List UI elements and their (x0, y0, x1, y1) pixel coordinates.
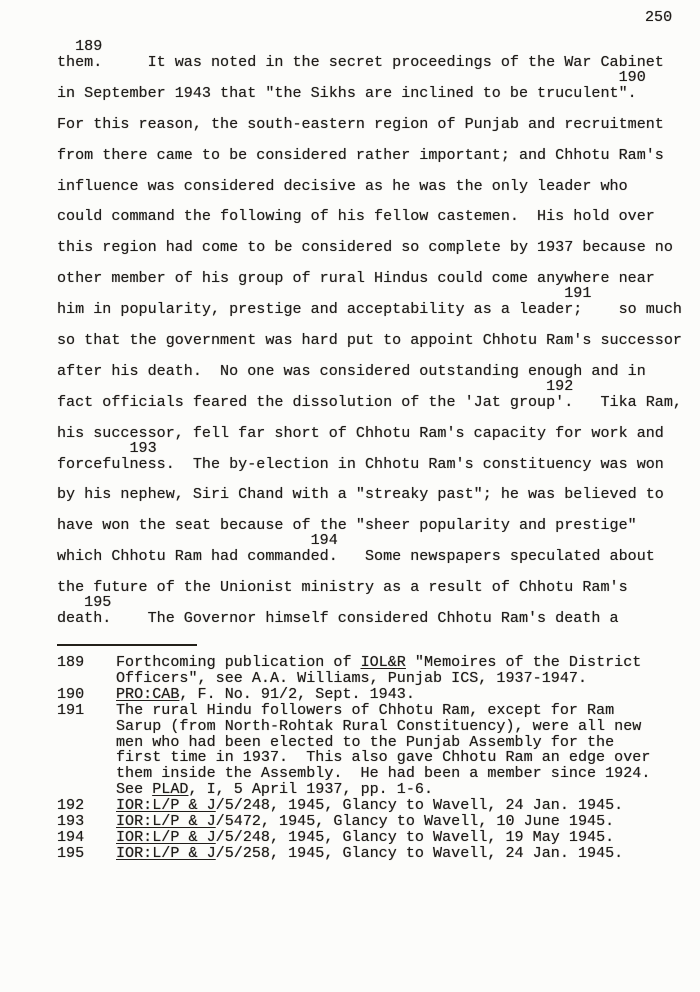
text-line (57, 140, 700, 171)
text-segment: /5/248, 1945, Glancy to Wavell, 19 May 1945. (215, 827, 615, 846)
text-line (57, 593, 700, 634)
footnote-reference: 191 (564, 284, 592, 303)
footnote-number: 193 (57, 812, 85, 831)
text-segment: death. The Governor himself considered Chhotu Ram's death a (57, 609, 619, 628)
text-segment: Officers", see A.A. Williams, Punjab ICS, 1937-1947. (116, 668, 588, 687)
underlined-citation: IOR:L/P & J (116, 827, 216, 846)
text-segment: For this reason, the south-eastern region of Punjab and recruitment (57, 114, 664, 133)
footnote-number: 191 (57, 700, 85, 719)
footnote-separator (57, 644, 197, 646)
text-segment: them inside the Assembly. He had been a member since 1924. (116, 764, 651, 783)
footnote (57, 655, 697, 687)
footnote-reference: 192 (546, 376, 574, 395)
text-segment: men who had been elected to the Punjab Assembly for the (116, 732, 615, 751)
text-segment: so that the government was hard put to appoint Chhotu Ram's successor (57, 331, 682, 350)
text-line (57, 356, 700, 387)
text-segment: "Memoires of the District (405, 653, 642, 671)
text-line (57, 171, 700, 202)
text-segment: forcefulness. The by-election in Chhotu Ram's constituency was won (57, 454, 664, 473)
footnote-number: 189 (57, 653, 85, 671)
text-line (57, 376, 700, 418)
text-segment: them. It was noted in the secret proceedings of the War Cabinet (57, 53, 664, 71)
text-segment: his successor, fell far short of Chhotu Ram's capacity for work and (57, 423, 664, 442)
text-segment: The rural Hindu followers of Chhotu Ram, except for Ram (116, 700, 615, 719)
underlined-citation: IOR:L/P & J (116, 812, 216, 831)
text-line (57, 325, 700, 356)
footnote-reference: 189 (75, 37, 103, 55)
text-line (57, 232, 700, 263)
text-segment: the future of the Unionist ministry as a result of Chhotu Ram's (57, 578, 628, 597)
text-segment: could command the following of his fellow castemen. His hold over (57, 207, 655, 226)
text-line (57, 438, 700, 480)
footnote-reference: 193 (129, 438, 157, 457)
footnote-number: 195 (57, 843, 85, 862)
text-segment: /5472, 1945, Glancy to Wavell, 10 June 1945. (215, 812, 615, 831)
text-line (57, 67, 700, 109)
text-segment: this region had come to be considered so complete by 1937 because no (57, 238, 673, 257)
footnote-reference: 195 (84, 593, 112, 612)
footnotes-section (57, 655, 697, 862)
text-segment: , I, 5 April 1937, pp. 1-6. (188, 780, 434, 799)
text-segment: /5/258, 1945, Glancy to Wavell, 24 Jan. 1945. (215, 843, 624, 862)
underlined-citation: IOR:L/P & J (116, 796, 216, 815)
footnote-number: 194 (57, 827, 85, 846)
text-segment: See (116, 780, 153, 799)
text-segment: other member of his group of rural Hindus could come anywhere near (57, 269, 655, 288)
footnote-line (116, 843, 697, 862)
footnote (57, 700, 697, 799)
text-segment: influence was considered decisive as he was the only leader who (57, 176, 628, 195)
text-segment: in September 1943 that "the Sikhs are inclined to be truculent". (57, 83, 637, 102)
footnote-text (116, 843, 697, 862)
underlined-citation: PRO:CAB (116, 684, 180, 703)
footnote-number: 192 (57, 796, 85, 815)
text-line (57, 263, 700, 294)
footnote-number: 190 (57, 684, 85, 703)
text-segment: Forthcoming publication of (116, 653, 361, 671)
text-line (57, 510, 700, 541)
text-line (57, 479, 700, 510)
text-segment: him in popularity, prestige and acceptability as a leader; so much (57, 300, 682, 319)
footnote-reference: 194 (310, 531, 338, 550)
text-segment: have won the seat because of the "sheer popularity and prestige" (57, 516, 637, 535)
underlined-citation: PLAD (152, 780, 189, 799)
page-number: 250 (645, 8, 673, 26)
text-segment: Sarup (from North-Rohtak Rural Constituency), were all new (116, 716, 642, 735)
text-segment: , F. No. 91/2, Sept. 1943. (179, 684, 415, 703)
footnote-reference: 190 (618, 67, 646, 86)
text-line (57, 201, 700, 232)
body-text (57, 37, 700, 634)
text-line (57, 109, 700, 140)
text-segment: after his death. No one was considered outstanding enough and in (57, 361, 646, 380)
footnote (57, 843, 697, 862)
underlined-citation: IOR:L/P & J (116, 843, 216, 862)
text-line (57, 531, 700, 572)
text-line (57, 284, 700, 325)
text-line (57, 572, 700, 603)
text-segment: from there came to be considered rather important; and Chhotu Ram's (57, 145, 664, 164)
text-segment: by his nephew, Siri Chand with a "streaky past"; he was believed to (57, 485, 664, 504)
text-segment: /5/248, 1945, Glancy to Wavell, 24 Jan. 1945. (215, 796, 624, 815)
text-segment: first time in 1937. This also gave Chhotu Ram an edge over (116, 748, 651, 767)
text-segment: which Chhotu Ram had commanded. Some newspapers speculated about (57, 547, 655, 566)
footnote-text (116, 700, 697, 799)
underlined-citation: IOL&R (360, 653, 406, 671)
footnote-text (116, 655, 697, 687)
text-segment: fact officials feared the dissolution of the 'Jat group'. Tika Ram, (57, 392, 682, 411)
text-line (57, 37, 700, 78)
